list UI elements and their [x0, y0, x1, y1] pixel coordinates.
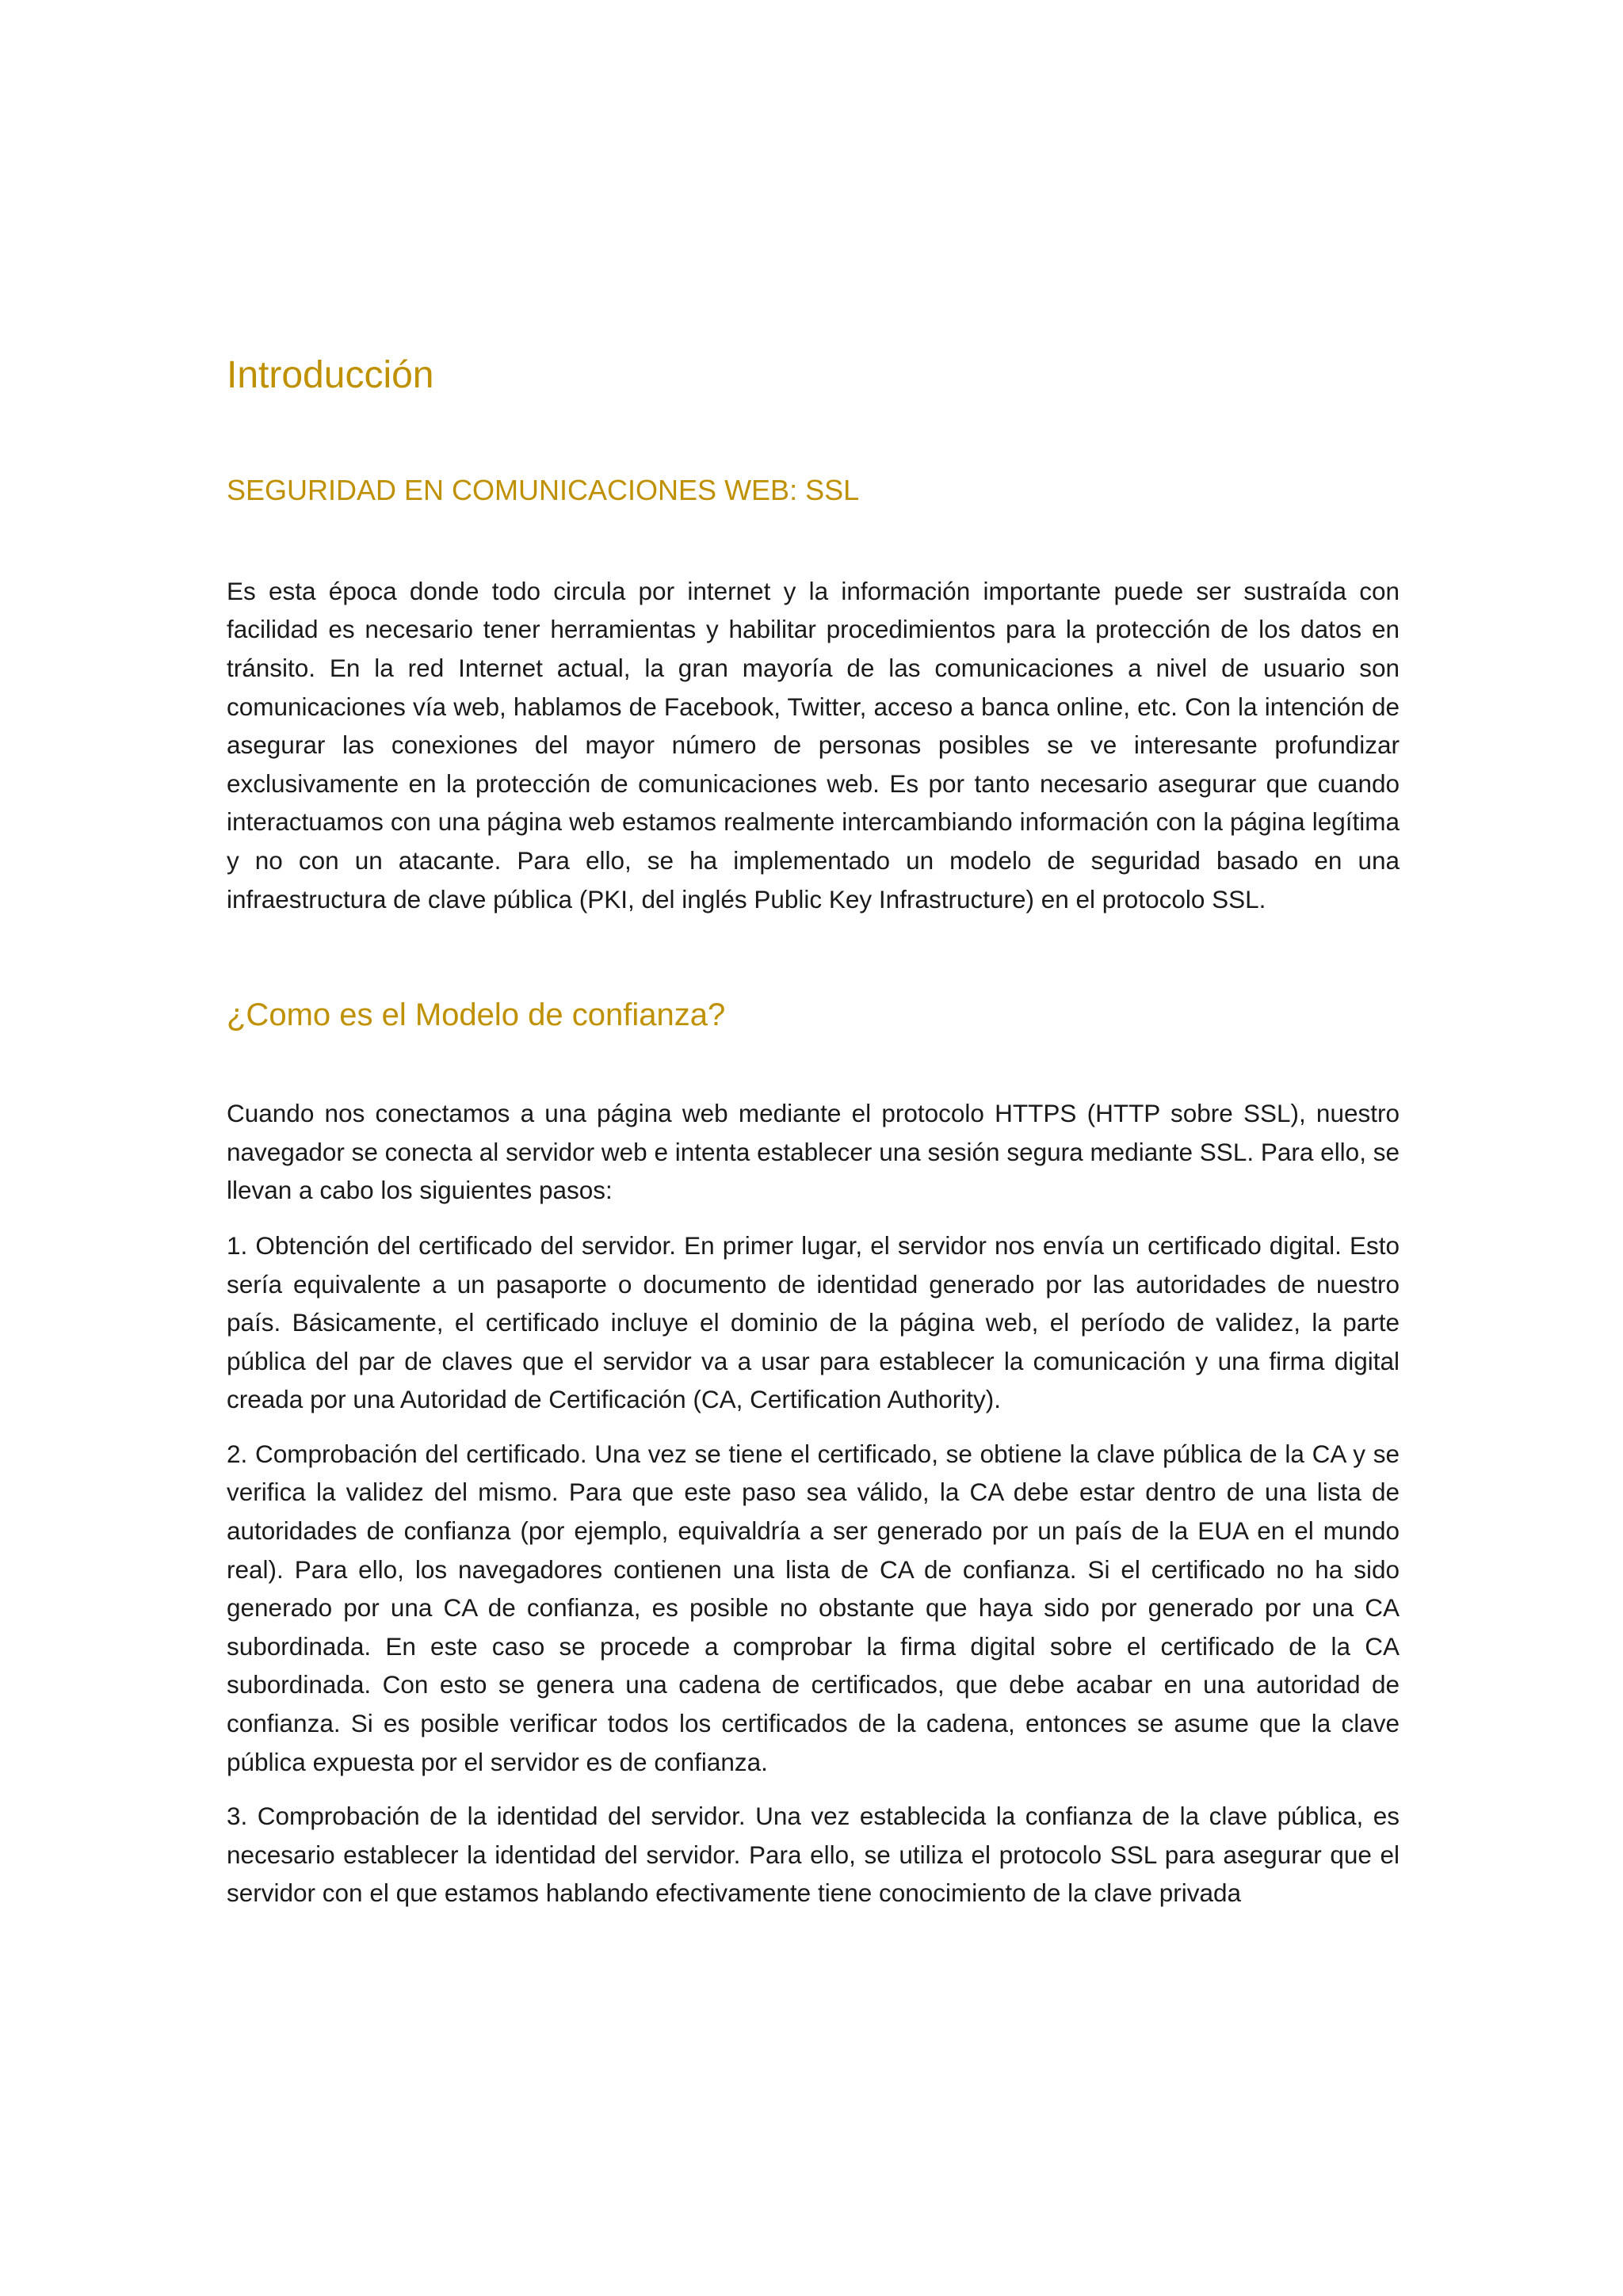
- document-content: [227, 353, 1400, 1913]
- model-intro-paragraph: Cuando nos conectamos a una página web mediante el protocolo HTTPS (HTTP sobre SSL), nuestro navegador se conecta al servidor web e intenta establecer una sesión segura mediante SSL. Para ello, se llevan a cabo los siguientes pasos:: [227, 1099, 1400, 1205]
- intro-paragraph: Es esta época donde todo circula por internet y la información importante puede ser sustraída con facilidad es necesario tener herramientas y habilitar procedimientos para la protección de los datos en tránsito. En la red Internet actual, la gran mayoría de las comunicaciones a nivel de usuario son comunicaciones vía web, hablamos de Facebook, Twitter, acceso a banca online, etc. Con la intención de asegurar las conexiones del mayor número de personas posibles se ve interesante profundizar exclusivamente en la protección de comunicaciones web. Es por tanto necesario asegurar que cuando interactuamos con una página web estamos realmente intercambiando información con la página legítima y no con un atacante. Para ello, se ha implementado un modelo de seguridad basado en una infraestructura de clave pública (PKI, del inglés Public Key Infrastructure) en el protocolo SSL.: [227, 576, 1400, 913]
- step-2-paragraph: 2. Comprobación del certificado. Una vez se tiene el certificado, se obtiene la clave pública de la CA y se verifica la validez del mismo. Para que este paso sea válido, la CA debe estar dentro de una lista de autoridades de confianza (por ejemplo, equivaldría a ser generado por un país de la EUA en el mundo real). Para ello, los navegadores contienen una lista de CA de confianza. Si el certificado no ha sido generado por una CA de confianza, es posible no obstante que haya sido por generado por una CA subordinada. En este caso se procede a comprobar la firma digital sobre el certificado de la CA subordinada. Con esto se genera una cadena de certificados, que debe acabar en una autoridad de confianza. Si es posible verificar todos los certificados de la cadena, entonces se asume que la clave pública expuesta por el servidor es de confianza.: [227, 1439, 1400, 1776]
- section-heading: SEGURIDAD EN COMUNICACIONES WEB: SSL: [227, 473, 860, 506]
- document-title: Introducción: [227, 354, 434, 396]
- step-1-paragraph: 1. Obtención del certificado del servidor. En primer lugar, el servidor nos envía un certificado digital. Esto sería equivalente a un pasaporte o documento de identidad generado por las autoridades de nuestro país. Básicamente, el certificado incluye el dominio de la página web, el período de validez, la parte pública del par de claves que el servidor va a usar para establecer la comunicación y una firma digital creada por una Autoridad de Certificación (CA, Certification Authority).: [227, 1230, 1400, 1414]
- model-subheading: ¿Como es el Modelo de confianza?: [227, 997, 726, 1033]
- step-3-paragraph: 3. Comprobación de la identidad del servidor. Una vez establecida la confianza de la clave pública, es necesario establecer la identidad del servidor. Para ello, se utiliza el protocolo SSL para asegurar que el servidor con el que estamos hablando efectivamente tiene conocimiento de la clave privada: [227, 1802, 1400, 1908]
